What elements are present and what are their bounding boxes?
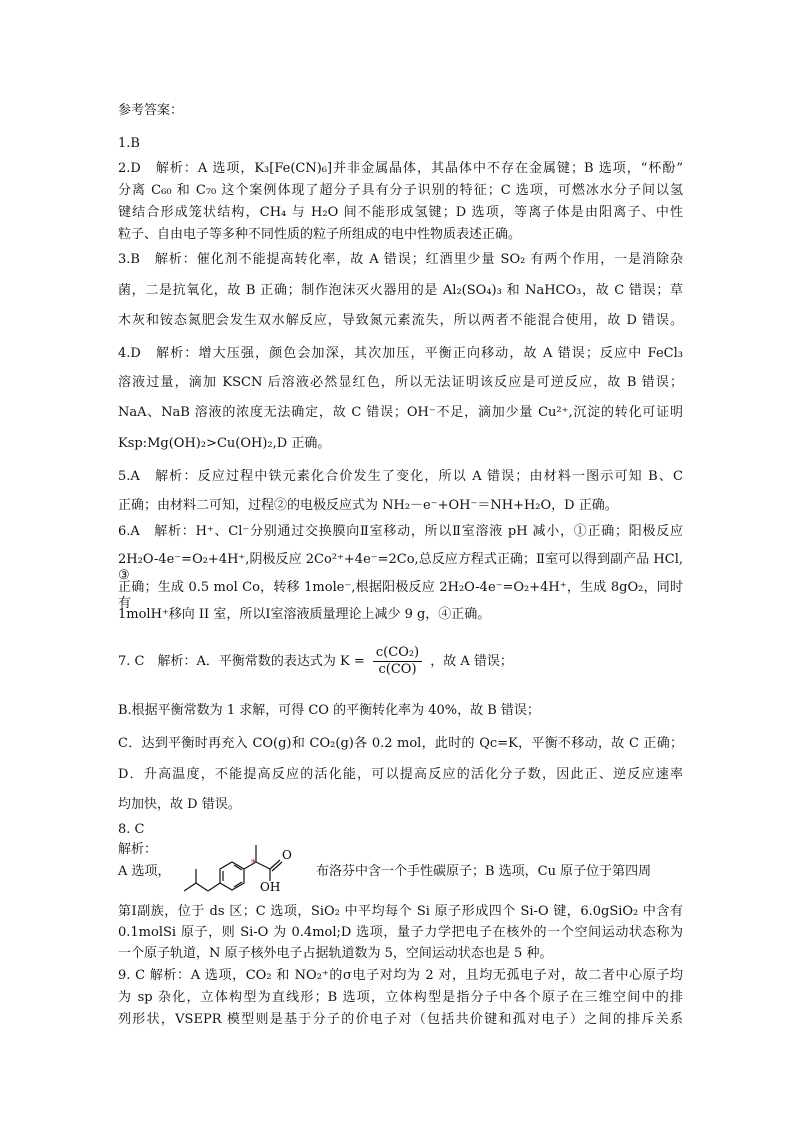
answer-line: 5.A 解析：反应过程中铁元素化合价发生了变化，所以 A 错误；由材料一图示可知 B、C — [118, 469, 683, 484]
answer-line: 为 sp 杂化，立体构型为直线形；B 选项，立体构型是指分子中各个原子在三维空间中的排 — [118, 990, 683, 1005]
answer-line: 溶液过量，滴加 KSCN 后溶液必然显红色，所以无法证明该反应是可逆反应，故 B 错误； — [118, 375, 683, 390]
answer-line: 8. C — [118, 822, 145, 837]
hydroxyl-label: OH — [260, 880, 281, 893]
answer-line: 第Ⅰ副族，位于 ds 区；C 选项，SiO₂ 中平均每个 Si 原子形成四个 Si-O 键，6.0gSiO₂ 中含有 — [118, 904, 683, 919]
page-title: 参考答案： — [118, 103, 184, 118]
answer-line: 均加快，故 D 错误。 — [118, 797, 241, 812]
answer-line: 粒子、自由电子等多种不同性质的粒子所组成的电中性物质表述正确。 — [118, 227, 522, 242]
answer-line: 木灰和铵态氮肥会发生双水解反应，导致氮元素流失，所以两者不能混合使用，故 D 错误。 — [118, 313, 683, 328]
answer-line: Ksp:Mg(OH)₂>Cu(OH)₂,D 正确。 — [118, 436, 331, 451]
answer-line: 9. C 解析：A 选项，CO₂ 和 NO₂⁺的σ电子对均为 2 对，且均无孤电子对，故二者中心原子均 — [118, 968, 683, 983]
answer-line: 0.1molSi 原子，则 Si-O 为 0.4mol;D 选项，量子力学把电子在核外的一个空间运动状态称为 — [118, 925, 683, 940]
oxygen-label: O — [282, 848, 292, 862]
q7-tail: ，故 A 错误； — [430, 654, 513, 669]
answer-line: C．达到平衡时再充入 CO(g)和 CO₂(g)各 0.2 mol，此时的 Qc=K，平衡不移动，故 C 正确； — [118, 736, 683, 751]
q8-a-suffix: 布洛芬中含一个手性碳原子；B 选项，Cu 原子位于第四周 — [316, 864, 652, 879]
q7-formula-line — [118, 645, 513, 679]
chiral-mark: * — [251, 857, 257, 870]
fraction-numerator: c(CO₂) — [373, 645, 422, 662]
answer-line: 一个原子轨道，N 原子核外电子占据轨道数为 5，空间运动状态也是 5 种。 — [118, 946, 553, 961]
ibuprofen-structure — [184, 833, 454, 893]
answer-line: 6.A 解析：H⁺、Cl⁻分别通过交换膜向Ⅱ室移动，所以Ⅱ室溶液 pH 减小，①正确；阳极反应 — [118, 524, 683, 539]
answer-line: 菌，二是抗氧化，故 B 正确；制作泡沫灭火器用的是 Al₂(SO₄)₃ 和 NaHCO₃，故 C 错误；草 — [118, 283, 683, 298]
answer-line: 4.D 解析：增大压强，颜色会加深，其次加压，平衡正向移动，故 A 错误；反应中 FeCl₃ — [118, 346, 683, 361]
q7-lead: 7. C 解析：A．平衡常数的表达式为 K = — [118, 654, 365, 669]
q8-a-prefix: A 选项， — [118, 864, 171, 879]
answer-line: NaA、NaB 溶液的浓度无法确定，故 C 错误；OH⁻不足，滴加少量 Cu²⁺,沉淀的转化可证明 — [118, 405, 683, 420]
answer-line: 正确；生成 0.5 mol Co，转移 1mole⁻,根据阳极反应 2H₂O-4e⁻=O₂+4H⁺，生成 8gO₂，同时有 — [118, 580, 683, 611]
answer-line: 正确；由材料二可知，过程②的电极反应式为 NH₂－e⁻+OH⁻＝NH+H₂O，D 正确。 — [118, 498, 618, 513]
answer-line: 键结合形成笼状结构，CH₄ 与 H₂O 间不能形成氢键；D 选项，等离子体是由阳离子、中性 — [118, 205, 683, 220]
answer-line: 2H₂O-4e⁻=O₂+4H⁺,阴极反应 2Co²⁺+4e⁻=2Co,总反应方程式正确；Ⅱ室可以得到副产品 HCl, ③ — [118, 552, 683, 583]
fraction-denominator: c(CO) — [378, 662, 417, 677]
answer-line: 3.B 解析：催化剂不能提高转化率，故 A 错误；红酒里少量 SO₂ 有两个作用，一是消除杂 — [118, 252, 683, 267]
answer-line: 2.D 解析：A 选项，K₃[Fe(CN)₆]并非金属晶体，其晶体中不存在金属键；B 选项，“杯酚” — [118, 161, 683, 176]
equilibrium-fraction — [373, 645, 422, 678]
answer-line: 1.B — [118, 136, 140, 151]
answer-line: 分离 C₆₀ 和 C₇₀ 这个案例体现了超分子具有分子识别的特征；C 选项，可燃冰水分子间以氢 — [118, 183, 683, 198]
answer-line: 解析： — [118, 842, 158, 857]
answer-line: B.根据平衡常数为 1 求解，可得 CO 的平衡转化率为 40%，故 B 错误； — [118, 703, 540, 718]
answer-line: D．升高温度，不能提高反应的活化能，可以提高反应的活化分子数，因此正、逆反应速率 — [118, 767, 683, 782]
answer-line: 1molH⁺移向 II 室，所以Ⅰ室溶液质量理论上减少 9 g，④正确。 — [118, 607, 491, 622]
answer-line: 列形状，VSEPR 模型则是基于分子的价电子对（包括共价键和孤对电子）之间的排斥关系 — [118, 1012, 683, 1027]
